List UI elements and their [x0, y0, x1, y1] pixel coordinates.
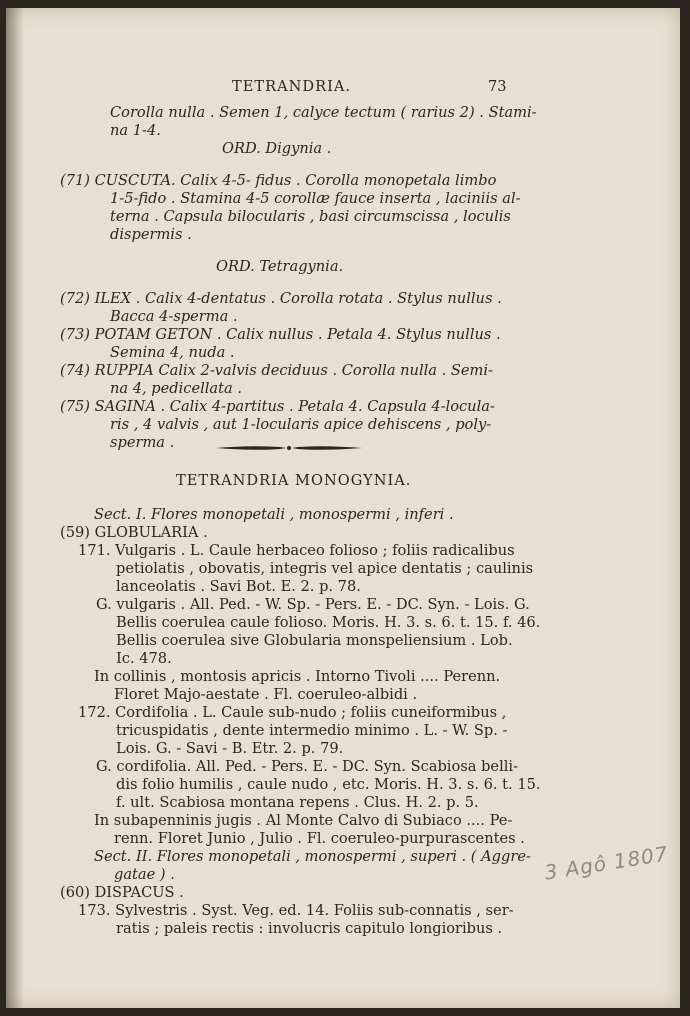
text-line: (72) ILEX . Calix 4-dentatus . Corolla rotata . Stylus nullus .: [60, 290, 502, 307]
text-line: G. vulgaris . All. Ped. - W. Sp. - Pers. E. - DC. Syn. - Lois. G.: [96, 596, 530, 613]
text-line: dis folio humilis , caule nudo , etc. Moris. H. 3. s. 6. t. 15.: [116, 776, 541, 793]
text-line: Sect. I. Flores monopetali , monospermi , inferi .: [94, 506, 454, 523]
text-line: Bacca 4-sperma .: [110, 308, 238, 325]
text-line: (74) RUPPIA Calix 2-valvis deciduus . Corolla nulla . Semi-: [60, 362, 493, 379]
running-header: TETRANDRIA.: [232, 78, 352, 95]
text-line: Bellis coerulea caule folioso. Moris. H. 3. s. 6. t. 15. f. 46.: [116, 614, 541, 631]
text-line: Bellis coerulea sive Globularia monspeliensium . Lob.: [116, 632, 513, 649]
text-line: Ic. 478.: [116, 650, 172, 667]
text-line: renn. Floret Junio , Julio . Fl. coeruleo-purpurascentes .: [114, 830, 525, 847]
book-page: [6, 8, 680, 1008]
text-line: Sect. II. Flores monopetali , monospermi , superi . ( Aggre-: [94, 848, 531, 865]
text-line: petiolatis , obovatis, integris vel apice dentatis ; caulinis: [116, 560, 534, 577]
genus-heading: (59) GLOBULARIA .: [60, 524, 208, 541]
text-line: dispermis .: [110, 226, 192, 243]
text-line: ratis ; paleis rectis : involucris capitulo longioribus .: [116, 920, 503, 937]
text-line: 173. Sylvestris . Syst. Veg. ed. 14. Foliis sub-connatis , ser-: [78, 902, 514, 919]
pencil-annotation: 3 Agô 1807: [542, 841, 671, 885]
text-line: (75) SAGINA . Calix 4-partitus . Petala 4. Capsula 4-locula-: [60, 398, 495, 415]
text-line: Corolla nulla . Semen 1, calyce tectum ( rarius 2) . Stami-: [110, 104, 537, 121]
page-text: [6, 8, 680, 1008]
ornament-rule: [214, 444, 364, 452]
text-line: (71) CUSCUTA. Calix 4-5- fidus . Corolla monopetala limbo: [60, 172, 497, 189]
page-number: 73: [488, 78, 507, 95]
text-line: In collinis , montosis apricis . Intorno Tivoli .... Perenn.: [94, 668, 501, 685]
text-line: na 1-4.: [110, 122, 161, 139]
text-line: terna . Capsula bilocularis , basi circumscissa , loculis: [110, 208, 511, 225]
text-line: In subapenninis jugis . Al Monte Calvo di Subiaco .... Pe-: [94, 812, 513, 829]
text-line: Floret Majo-aestate . Fl. coeruleo-albidi .: [114, 686, 418, 703]
text-line: tricuspidatis , dente intermedio minimo . L. - W. Sp. -: [116, 722, 508, 739]
section-heading: TETRANDRIA MONOGYNIA.: [176, 472, 412, 489]
text-line: 1-5-fido . Stamina 4-5 corollæ fauce inserta , laciniis al-: [110, 190, 521, 207]
text-line: na 4, pedicellata .: [110, 380, 242, 397]
order-heading: ORD. Tetragynia.: [216, 258, 344, 275]
text-line: (73) POTAM GETON . Calix nullus . Petala 4. Stylus nullus .: [60, 326, 501, 343]
text-line: ris , 4 valvis , aut 1-locularis apice dehiscens , poly-: [110, 416, 492, 433]
text-line: gatae ) .: [114, 866, 175, 883]
genus-heading: (60) DISPACUS .: [60, 884, 184, 901]
order-heading: ORD. Digynia .: [222, 140, 332, 157]
text-line: 172. Cordifolia . L. Caule sub-nudo ; foliis cuneiformibus ,: [78, 704, 507, 721]
text-line: f. ult. Scabiosa montana repens . Clus. H. 2. p. 5.: [116, 794, 479, 811]
text-line: Semina 4, nuda .: [110, 344, 235, 361]
text-line: Lois. G. - Savi - B. Etr. 2. p. 79.: [116, 740, 344, 757]
text-line: G. cordifolia. All. Ped. - Pers. E. - DC. Syn. Scabiosa belli-: [96, 758, 518, 775]
text-line: sperma .: [110, 434, 175, 451]
text-line: lanceolatis . Savi Bot. E. 2. p. 78.: [116, 578, 361, 595]
text-line: 171. Vulgaris . L. Caule herbaceo folioso ; foliis radicalibus: [78, 542, 515, 559]
